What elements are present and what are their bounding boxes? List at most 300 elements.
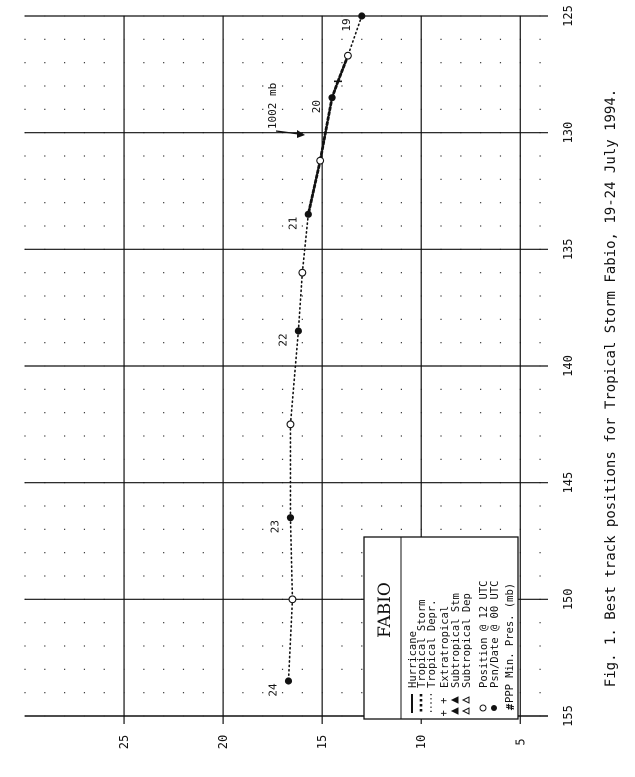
grid-dot [539, 622, 540, 623]
grid-dot [24, 622, 25, 623]
grid-dot [203, 109, 204, 110]
grid-dot [84, 295, 85, 296]
grid-dot [64, 622, 65, 623]
track-point-00utc [285, 677, 292, 684]
grid-dot [183, 435, 184, 436]
grid-dot [341, 179, 342, 180]
grid-dot [143, 179, 144, 180]
grid-dot [84, 669, 85, 670]
grid-dot [163, 39, 164, 40]
grid-dot [282, 295, 283, 296]
grid-dot [203, 412, 204, 413]
grid-dot [64, 319, 65, 320]
grid-dot [480, 319, 481, 320]
grid-dot [183, 622, 184, 623]
grid-dot [480, 85, 481, 86]
grid-dot [381, 435, 382, 436]
grid-dot [381, 389, 382, 390]
grid-dot [203, 39, 204, 40]
grid-dot [460, 39, 461, 40]
grid-dot [262, 529, 263, 530]
grid-dot [203, 272, 204, 273]
grid-dot [203, 505, 204, 506]
grid-dot [480, 342, 481, 343]
grid-dot [163, 389, 164, 390]
grid-dot [64, 552, 65, 553]
grid-dot [460, 202, 461, 203]
grid-dot [460, 179, 461, 180]
grid-dot [262, 389, 263, 390]
grid-dot [84, 179, 85, 180]
grid-dot [539, 225, 540, 226]
grid-dot [163, 645, 164, 646]
grid-dot [24, 389, 25, 390]
grid-dot [183, 459, 184, 460]
grid-dot [143, 389, 144, 390]
grid-dot [44, 295, 45, 296]
legend-label: Tropical Storm [416, 599, 428, 688]
grid-dot [302, 85, 303, 86]
grid-dot [183, 319, 184, 320]
grid-dot [183, 529, 184, 530]
grid-dot [64, 225, 65, 226]
grid-dot [361, 202, 362, 203]
grid-dot [302, 225, 303, 226]
grid-dot [539, 39, 540, 40]
grid-dot [302, 529, 303, 530]
grid-dot [460, 389, 461, 390]
grid-dot [104, 505, 105, 506]
grid-dot [460, 155, 461, 156]
grid-dot [341, 669, 342, 670]
grid-dot [361, 272, 362, 273]
grid-dot [242, 412, 243, 413]
grid-dot [242, 155, 243, 156]
grid-dot [24, 225, 25, 226]
grid-dot [104, 85, 105, 86]
grid-dot [282, 692, 283, 693]
track-point-12utc [345, 52, 352, 59]
grid-dot [341, 412, 342, 413]
grid-dot [440, 412, 441, 413]
grid-dot [64, 505, 65, 506]
grid-dot [203, 645, 204, 646]
grid-dot [84, 412, 85, 413]
grid-dot [242, 319, 243, 320]
grid-dot [539, 552, 540, 553]
grid-dot [104, 575, 105, 576]
grid-dot [440, 85, 441, 86]
grid-dot [302, 202, 303, 203]
grid-dot [104, 552, 105, 553]
grid-dot [64, 62, 65, 63]
grid-dot [84, 155, 85, 156]
longitude-tick-label: 155 [561, 705, 575, 727]
grid-dot [361, 225, 362, 226]
grid-dot [361, 342, 362, 343]
grid-dot [480, 39, 481, 40]
grid-dot [242, 109, 243, 110]
grid-dot [302, 179, 303, 180]
grid-dot [24, 39, 25, 40]
grid-dot [282, 155, 283, 156]
grid-dot [64, 155, 65, 156]
grid-dot [302, 109, 303, 110]
grid-dot [163, 669, 164, 670]
grid-dot [282, 225, 283, 226]
grid-dot [262, 109, 263, 110]
grid-dot [539, 342, 540, 343]
grid-dot [203, 669, 204, 670]
grid-dot [539, 295, 540, 296]
grid-dot [361, 529, 362, 530]
grid-dot [24, 645, 25, 646]
grid-dot [104, 645, 105, 646]
grid-dot [341, 575, 342, 576]
grid-dot [24, 295, 25, 296]
grid-dot [163, 575, 164, 576]
grid-dot [341, 342, 342, 343]
longitude-tick-label: 140 [561, 355, 575, 377]
grid-dot [163, 202, 164, 203]
grid-dot [44, 85, 45, 86]
grid-dot [203, 342, 204, 343]
grid-dot [539, 62, 540, 63]
grid-dot [440, 295, 441, 296]
grid-dot [84, 692, 85, 693]
longitude-tick-label: 130 [561, 121, 575, 144]
grid-dot [143, 155, 144, 156]
grid-dot [539, 575, 540, 576]
grid-dot [302, 295, 303, 296]
grid-dot [480, 505, 481, 506]
grid-dot [302, 435, 303, 436]
grid-dot [262, 155, 263, 156]
grid-dot [163, 692, 164, 693]
grid-dot [480, 155, 481, 156]
grid-dot [143, 692, 144, 693]
grid-dot [341, 202, 342, 203]
grid-dot [282, 319, 283, 320]
grid-dot [44, 342, 45, 343]
legend-symbol-hash: # [505, 703, 517, 711]
grid-dot [203, 225, 204, 226]
grid-dot [282, 39, 283, 40]
grid-dot [143, 505, 144, 506]
grid-dot [84, 109, 85, 110]
grid-dot [302, 155, 303, 156]
grid-dot [282, 645, 283, 646]
grid-dot [480, 529, 481, 530]
grid-dot [163, 225, 164, 226]
grid-dot [163, 85, 164, 86]
grid-dot [64, 85, 65, 86]
grid-dot [440, 39, 441, 40]
grid-dot [500, 109, 501, 110]
grid-dot [440, 505, 441, 506]
grid-dot [163, 342, 164, 343]
grid-dot [64, 459, 65, 460]
grid-dot [183, 155, 184, 156]
grid-dot [302, 459, 303, 460]
grid-dot [64, 645, 65, 646]
grid-dot [282, 622, 283, 623]
grid-dot [302, 692, 303, 693]
grid-dot [163, 622, 164, 623]
grid-dot [24, 62, 25, 63]
grid-dot [401, 529, 402, 530]
grid-dot [143, 109, 144, 110]
grid-dot [84, 529, 85, 530]
grid-dot [341, 692, 342, 693]
grid-dot [539, 155, 540, 156]
track-date-label: 19 [339, 18, 353, 32]
grid-dot [341, 109, 342, 110]
grid-dot [143, 529, 144, 530]
grid-dot [401, 389, 402, 390]
grid-dot [203, 435, 204, 436]
grid-dot [401, 319, 402, 320]
grid-dot [440, 435, 441, 436]
grid-dot [460, 295, 461, 296]
grid-dot [104, 62, 105, 63]
grid-dot [401, 202, 402, 203]
grid-dot [480, 202, 481, 203]
grid-dot [104, 109, 105, 110]
grid-dot [262, 295, 263, 296]
legend-label: Subtropical Dep [461, 593, 473, 688]
grid-dot [24, 435, 25, 436]
grid-dot [183, 575, 184, 576]
grid-dot [84, 435, 85, 436]
grid-dot [440, 459, 441, 460]
grid-dot [361, 109, 362, 110]
grid-dot [539, 645, 540, 646]
grid-dot [203, 389, 204, 390]
grid-dot [24, 692, 25, 693]
grid-dot [104, 622, 105, 623]
track-date-label: 22 [276, 333, 290, 347]
grid-dot [44, 645, 45, 646]
grid-dot [361, 39, 362, 40]
grid-dot [500, 505, 501, 506]
grid-dot [262, 179, 263, 180]
grid-dot [64, 39, 65, 40]
grid-dot [64, 435, 65, 436]
grid-dot [64, 342, 65, 343]
grid-dot [440, 319, 441, 320]
grid-dot [440, 225, 441, 226]
grid-dot [24, 342, 25, 343]
grid-dot [262, 622, 263, 623]
grid-dot [539, 202, 540, 203]
grid-dot [163, 412, 164, 413]
grid-dot [84, 645, 85, 646]
grid-dot [500, 39, 501, 40]
grid-dot [302, 505, 303, 506]
grid-dot [341, 529, 342, 530]
grid-dot [84, 85, 85, 86]
grid-dot [262, 272, 263, 273]
grid-dot [480, 225, 481, 226]
grid-dot [361, 155, 362, 156]
grid-dot [500, 272, 501, 273]
grid-dot [183, 179, 184, 180]
grid-dot [302, 39, 303, 40]
grid-dot [381, 295, 382, 296]
grid-dot [44, 622, 45, 623]
grid-dot [500, 389, 501, 390]
grid-dot [203, 155, 204, 156]
track-point-00utc [287, 514, 294, 521]
grid-dot [401, 459, 402, 460]
grid-dot [401, 85, 402, 86]
grid-dot [143, 669, 144, 670]
grid-dot [282, 62, 283, 63]
grid-dot [401, 179, 402, 180]
figure-caption: Fig. 1. Best track positions for Tropical Storm Fabio, 19-24 July 1994. [603, 88, 619, 688]
grid-dot [262, 459, 263, 460]
legend-label: Extratropical [439, 605, 451, 688]
grid-dot [302, 342, 303, 343]
grid-dot [143, 225, 144, 226]
grid-dot [539, 692, 540, 693]
grid-dot [381, 342, 382, 343]
grid-dot [143, 435, 144, 436]
longitude-tick-label: 125 [561, 5, 575, 27]
grid-dot [84, 575, 85, 576]
grid-dot [24, 85, 25, 86]
legend-symbol-circle-open [480, 705, 486, 711]
grid-dot [341, 39, 342, 40]
grid-dot [242, 552, 243, 553]
grid-dot [282, 435, 283, 436]
grid-dot [64, 529, 65, 530]
grid-dot [104, 669, 105, 670]
grid-dot [44, 575, 45, 576]
track-date-label: 23 [268, 520, 282, 534]
grid-dot [401, 155, 402, 156]
grid-dot [539, 319, 540, 320]
legend-label: Psn/Date @ 00 UTC [489, 580, 501, 688]
grid-dot [104, 202, 105, 203]
grid-dot [203, 575, 204, 576]
grid-dot [242, 225, 243, 226]
grid-dot [24, 319, 25, 320]
grid-dot [143, 342, 144, 343]
grid-dot [163, 109, 164, 110]
grid-dot [242, 272, 243, 273]
grid-dot [381, 225, 382, 226]
grid-dot [401, 109, 402, 110]
grid-dot [104, 155, 105, 156]
grid-dot [24, 552, 25, 553]
grid-dot [460, 225, 461, 226]
grid-dot [183, 389, 184, 390]
grid-dot [104, 692, 105, 693]
grid-dot [242, 692, 243, 693]
grid-dot [500, 412, 501, 413]
grid-dot [341, 85, 342, 86]
grid-dot [440, 155, 441, 156]
grid-dot [282, 412, 283, 413]
grid-dot [143, 272, 144, 273]
grid-dot [44, 225, 45, 226]
grid-dot [440, 179, 441, 180]
grid-dot [64, 575, 65, 576]
grid-dot [143, 62, 144, 63]
grid-dot [361, 505, 362, 506]
grid-dot [341, 225, 342, 226]
grid-dot [84, 552, 85, 553]
grid-dot [539, 459, 540, 460]
grid-dot [163, 319, 164, 320]
grid-dot [44, 669, 45, 670]
grid-dot [242, 342, 243, 343]
grid-dot [203, 552, 204, 553]
latitude-tick-label: 15 [315, 734, 330, 750]
grid-dot [302, 575, 303, 576]
legend-item [504, 583, 517, 710]
grid-dot [262, 319, 263, 320]
grid-dot [44, 505, 45, 506]
grid-dot [64, 202, 65, 203]
grid-dot [361, 295, 362, 296]
grid-dot [203, 202, 204, 203]
grid-dot [500, 342, 501, 343]
grid-dot [341, 389, 342, 390]
grid-dot [440, 202, 441, 203]
track-date-label: 24 [266, 683, 280, 697]
grid-dot [500, 155, 501, 156]
grid-dot [341, 645, 342, 646]
grid-dot [262, 505, 263, 506]
grid-dot [104, 435, 105, 436]
legend-symbol-circle-filled [491, 705, 497, 711]
grid-dot [143, 295, 144, 296]
grid-dot [500, 202, 501, 203]
grid-dot [341, 295, 342, 296]
grid-dot [262, 39, 263, 40]
grid-dot [104, 179, 105, 180]
grid-dot [84, 622, 85, 623]
legend-label: Tropical Depr. [426, 599, 438, 688]
grid-dot [262, 435, 263, 436]
grid-dot [183, 272, 184, 273]
grid-dot [143, 552, 144, 553]
grid-dot [539, 669, 540, 670]
grid-dot [163, 435, 164, 436]
longitude-tick-label: 150 [561, 588, 575, 611]
legend-label: PPP Min. Pres. (mb) [504, 582, 516, 703]
grid-dot [242, 459, 243, 460]
grid-dot [539, 435, 540, 436]
grid-dot [242, 179, 243, 180]
grid-dot [539, 109, 540, 110]
grid-dot [24, 575, 25, 576]
grid-dot [24, 155, 25, 156]
grid-dot [242, 669, 243, 670]
grid-dot [163, 62, 164, 63]
grid-dot [104, 389, 105, 390]
grid-dot [24, 412, 25, 413]
grid-dot [104, 459, 105, 460]
grid-dot [302, 669, 303, 670]
grid-dot [440, 529, 441, 530]
grid-dot [143, 412, 144, 413]
grid-dot [500, 435, 501, 436]
grid-dot [84, 389, 85, 390]
